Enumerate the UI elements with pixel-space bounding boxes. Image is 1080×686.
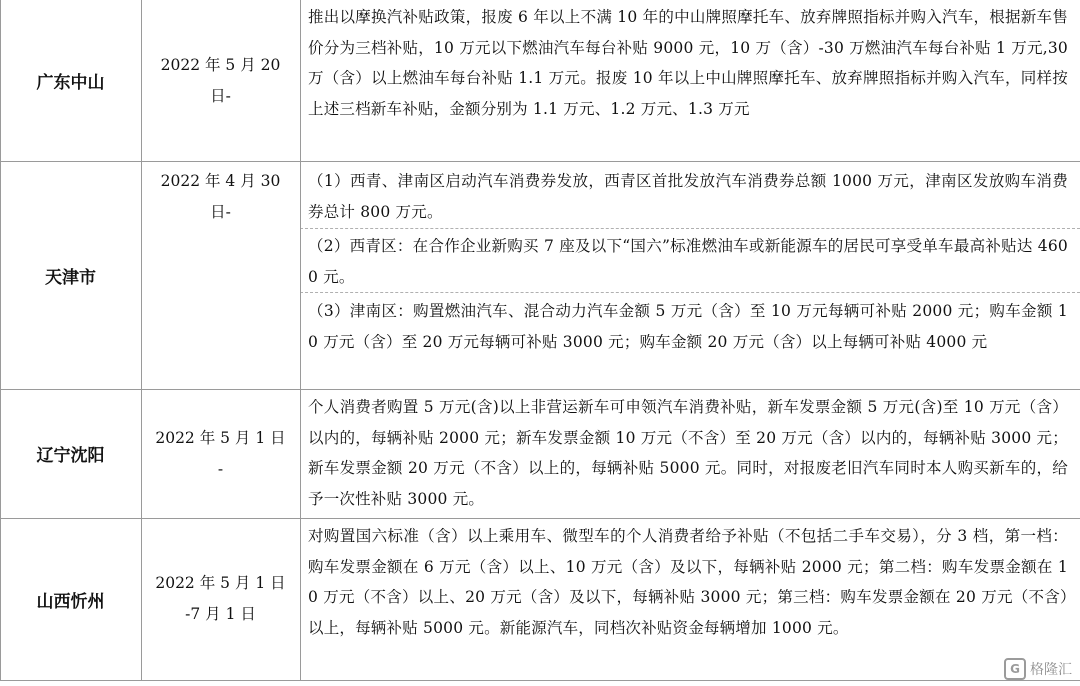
date-line: 2022 年 5 月 1 日 bbox=[155, 574, 286, 592]
date-cell bbox=[141, 0, 300, 161]
date-line: 日- bbox=[210, 86, 231, 105]
date-line: 2022 年 5 月 1 日 bbox=[155, 428, 286, 447]
date-line: 日- bbox=[210, 203, 231, 221]
policy-sub-cell: （3）津南区：购置燃油汽车、混合动力汽车金额 5 万元（含）至 10 万元每辆可补贴 2000 元；购车金额 10 万元（含）至 20 万元每辆可补贴 3000 元；购车金额 20 万元（含）以上每辆可补贴 4000 元 bbox=[308, 302, 1068, 351]
region-cell: 辽宁沈阳 bbox=[36, 446, 105, 466]
region-cell: 天津市 bbox=[45, 267, 96, 288]
policy-cell: 推出以摩换汽补贴政策，报废 6 年以上不满 10 年的中山牌照摩托车、放弃牌照指标并购入汽车，根据新车售价分为三档补贴，10 万元以下燃油汽车每台补贴 9000 元，10 万（含）-30 万燃油汽车每台补贴 1 万元,30 万（含）以上燃油车每台补贴 1.1 万元。报废 10 年以上中山牌照摩托车、放弃牌照指标并购入汽车，同样按上述三档新车补贴，金额分别为 1.1 万元、1.2 万元、1.3 万元 bbox=[308, 8, 1068, 118]
date-cell bbox=[141, 389, 300, 518]
date-cell bbox=[141, 161, 300, 233]
date-line: 2022 年 4 月 30 bbox=[160, 172, 281, 190]
policy-sub-cell: （1）西青、津南区启动汽车消费券发放，西青区首批发放汽车消费券总额 1000 万元，津南区发放购车消费券总计 800 万元。 bbox=[308, 172, 1068, 221]
gelonghui-logo-icon: G bbox=[1004, 658, 1026, 680]
policy-cell: 对购置国六标准（含）以上乘用车、微型车的个人消费者给予补贴（不包括二手车交易），分 3 档，第一档：购车发票金额在 6 万元（含）以上、10 万元（含）及以下，每辆补贴 2000 元；第二档：购车发票金额在 10 万元（不含）以上、20 万元（含）及以下，每辆补贴 3000 元；第三档：购车发票金额在 20 万元（不含）以上，每辆补贴 5000 元。新能源汽车，同档次补贴资金每辆增加 1000 元。 bbox=[308, 527, 1068, 637]
date-line: 2022 年 5 月 20 bbox=[160, 55, 281, 74]
policy-cell: 个人消费者购置 5 万元(含)以上非营运新车可申领汽车消费补贴，新车发票金额 5 万元(含)至 10 万元（含）以内的，每辆补贴 2000 元；新车发票金额 10 万元（不含）至 20 万元（含）以内的，每辆补贴 3000 元；新车发票金额 20 万元（不含）以上的，每辆补贴 5000 元。同时，对报废老旧汽车同时本人购买新车的，给予一次性补贴 3000 元。 bbox=[308, 398, 1068, 508]
region-cell: 山西忻州 bbox=[36, 591, 105, 612]
date-line: -7 月 1 日 bbox=[185, 605, 256, 623]
watermark bbox=[1004, 658, 1072, 680]
date-line: - bbox=[217, 459, 224, 478]
policy-sub-cell: （2）西青区：在合作企业新购买 7 座及以下“国六”标准燃油车或新能源车的居民可享受单车最高补贴达 4600 元。 bbox=[308, 237, 1068, 286]
sub-row-divider bbox=[300, 292, 1080, 293]
table-bottom-rule bbox=[0, 680, 1080, 681]
date-cell bbox=[141, 518, 300, 680]
region-cell: 广东中山 bbox=[36, 73, 105, 93]
watermark-text: 格隆汇 bbox=[1030, 662, 1072, 678]
